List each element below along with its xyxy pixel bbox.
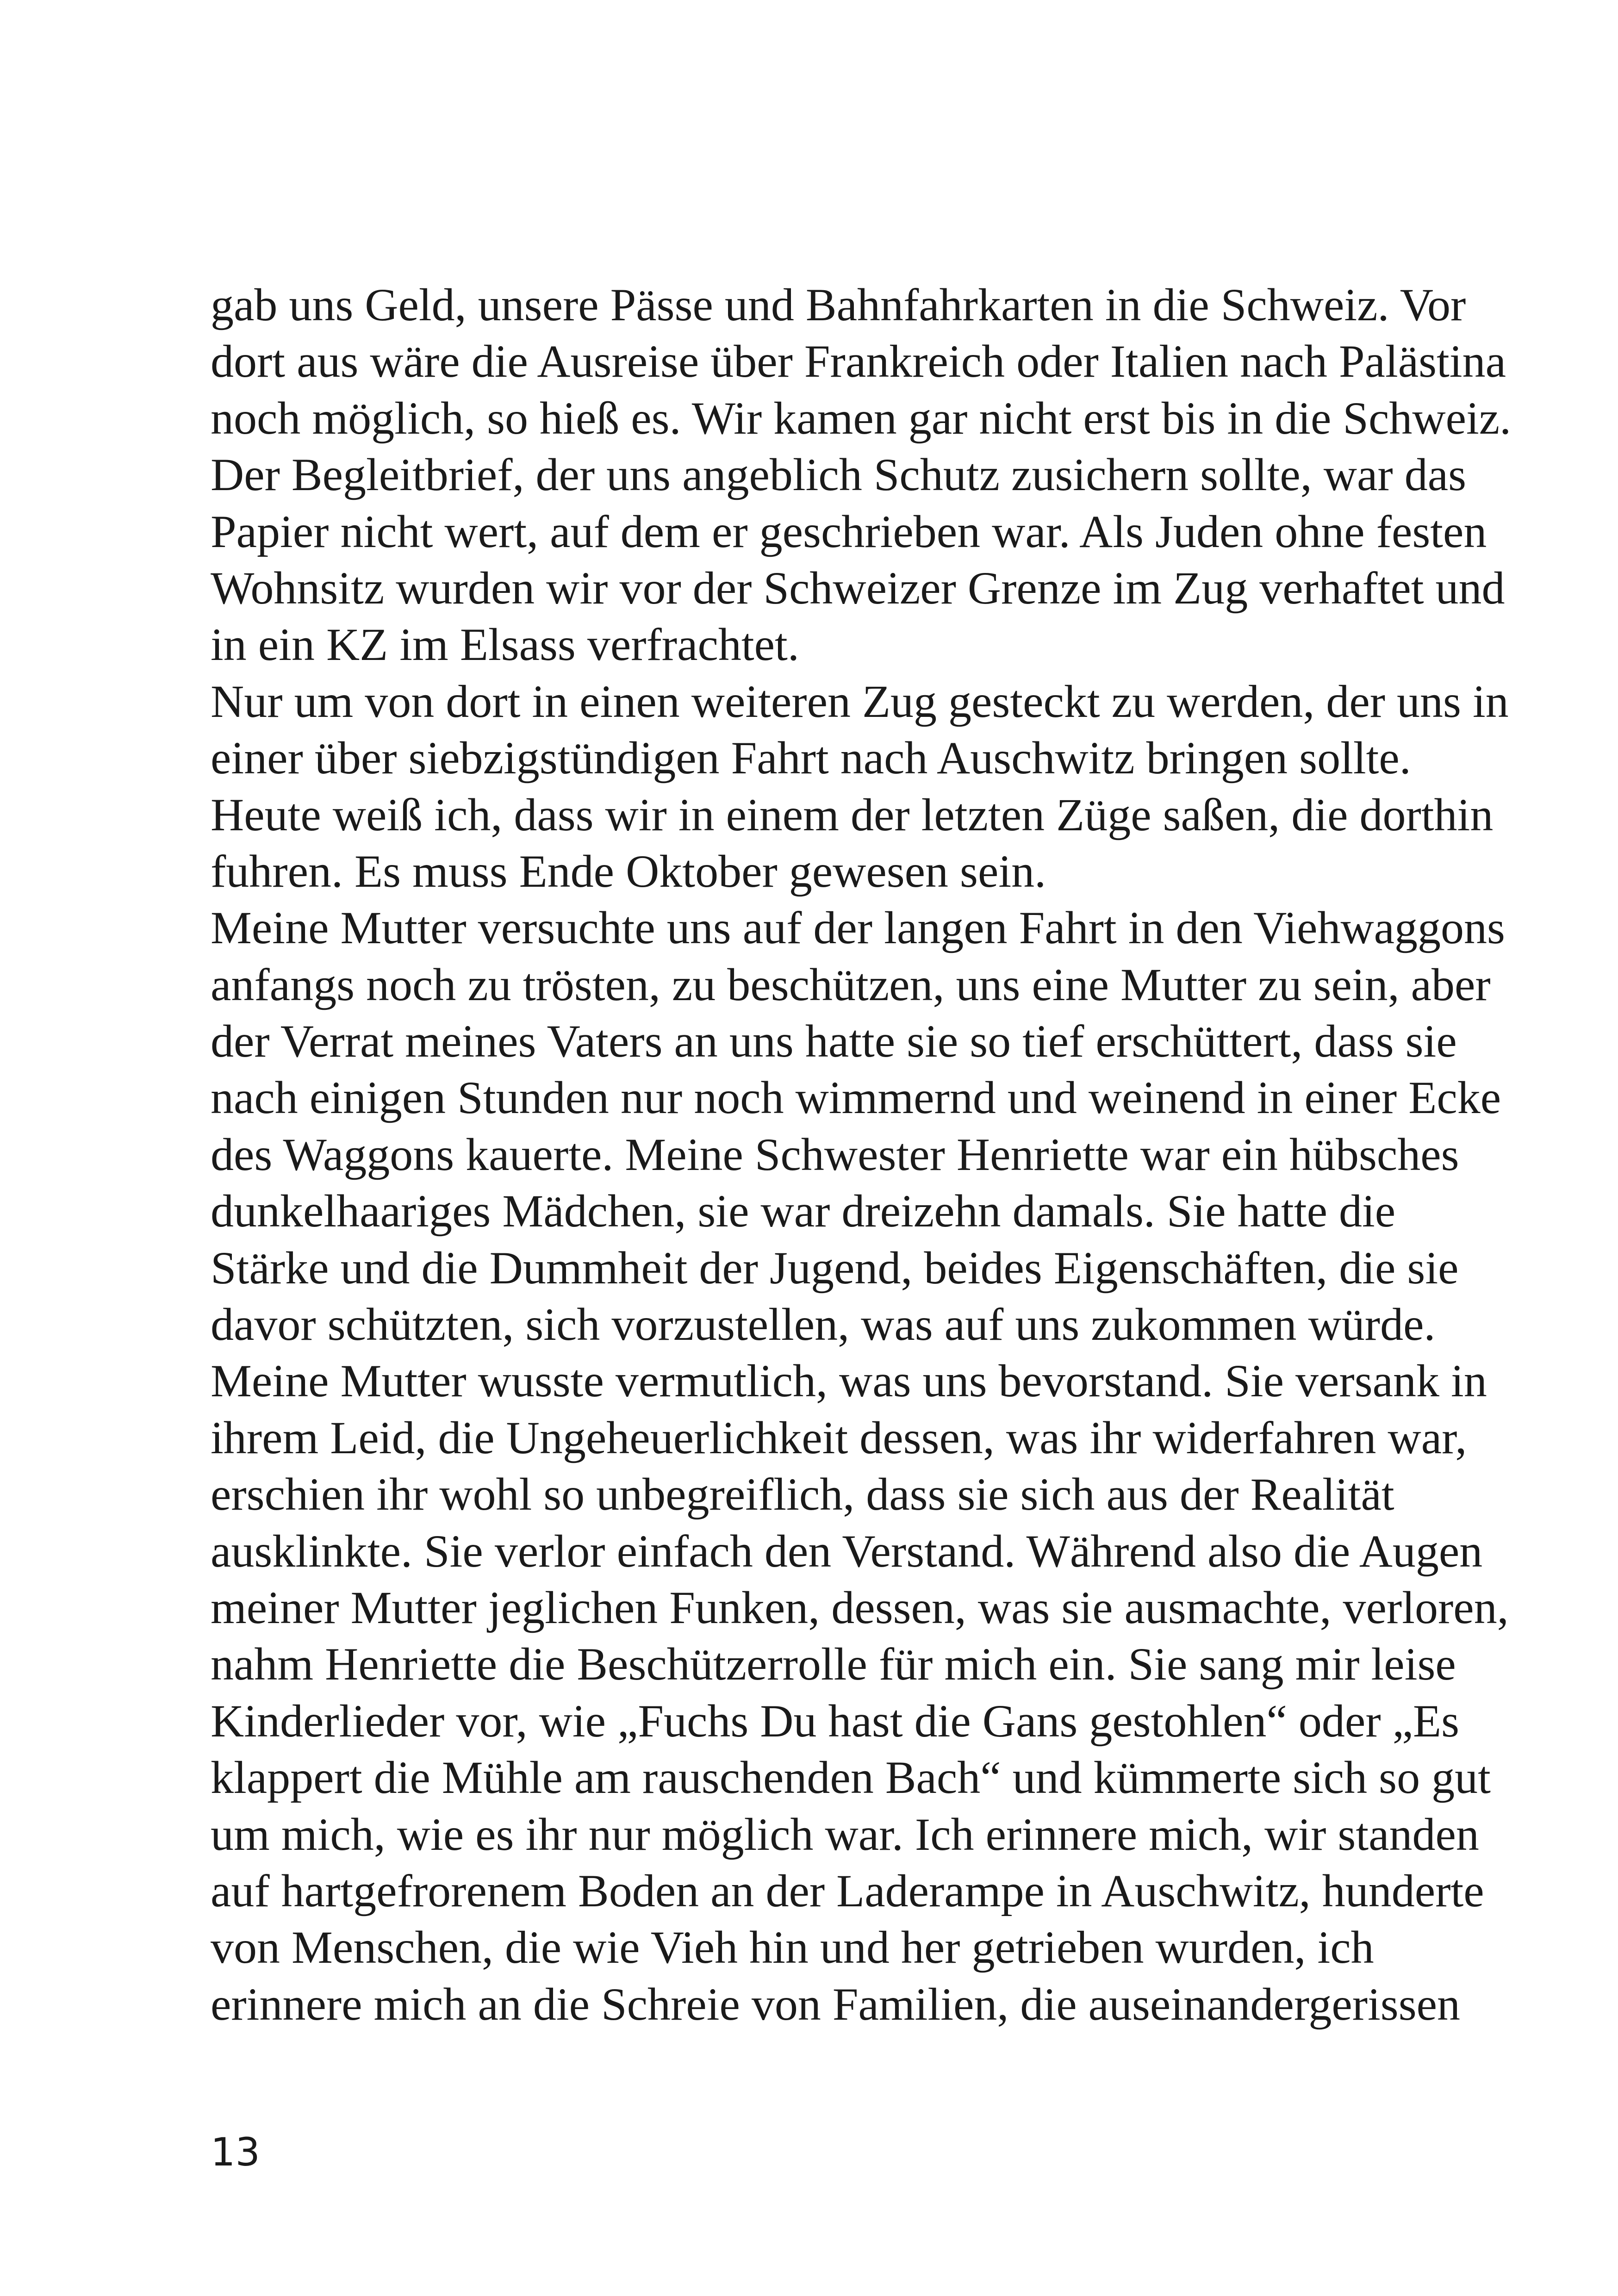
text-line: erinnere mich an die Schreie von Familien, die auseinandergerissen bbox=[211, 1978, 1460, 2030]
text-line: noch möglich, so hieß es. Wir kamen gar nicht erst bis in die Schweiz. bbox=[211, 392, 1512, 444]
text-line: fuhren. Es muss Ende Oktober gewesen sein. bbox=[211, 845, 1046, 897]
text-line: ausklinkte. Sie verlor einfach den Verstand. Während also die Augen bbox=[211, 1525, 1483, 1577]
text-line: Kinderlieder vor, wie „Fuchs Du hast die Gans gestohlen“ oder „Es bbox=[211, 1695, 1459, 1747]
text-line: ihrem Leid, die Ungeheuerlichkeit dessen, was ihr widerfahren war, bbox=[211, 1412, 1467, 1463]
text-line: Der Begleitbrief, der uns angeblich Schutz zusichern sollte, war das bbox=[211, 449, 1466, 501]
body-text bbox=[211, 277, 1512, 2033]
text-line: Papier nicht wert, auf dem er geschrieben war. Als Juden ohne festen bbox=[211, 505, 1487, 557]
text-line: Stärke und die Dummheit der Jugend, beides Eigenschäften, die sie bbox=[211, 1242, 1459, 1294]
text-line: dort aus wäre die Ausreise über Frankreich oder Italien nach Palästina bbox=[211, 336, 1506, 387]
text-line: in ein KZ im Elsass verfrachtet. bbox=[211, 619, 799, 671]
text-line: um mich, wie es ihr nur möglich war. Ich erinnere mich, wir standen bbox=[211, 1808, 1479, 1860]
text-line: klappert die Mühle am rauschenden Bach“ und kümmerte sich so gut bbox=[211, 1752, 1491, 1804]
text-line: Heute weiß ich, dass wir in einem der letzten Züge saßen, die dorthin bbox=[211, 789, 1494, 840]
text-line: meiner Mutter jeglichen Funken, dessen, was sie ausmachte, verloren, bbox=[211, 1581, 1509, 1633]
text-line: einer über siebzigstündigen Fahrt nach Auschwitz bringen sollte. bbox=[211, 732, 1411, 784]
text-line: gab uns Geld, unsere Pässe und Bahnfahrkarten in die Schweiz. Vor bbox=[211, 279, 1466, 330]
text-line: erschien ihr wohl so unbegreiflich, dass sie sich aus der Realität bbox=[211, 1468, 1394, 1520]
text-line: dunkelhaariges Mädchen, sie war dreizehn damals. Sie hatte die bbox=[211, 1185, 1396, 1237]
page-number: 13 bbox=[211, 2129, 260, 2175]
text-line: davor schützten, sich vorzustellen, was auf uns zukommen würde. bbox=[211, 1299, 1436, 1350]
text-line: der Verrat meines Vaters an uns hatte sie so tief erschüttert, dass sie bbox=[211, 1015, 1457, 1067]
text-line: Nur um von dort in einen weiteren Zug gesteckt zu werden, der uns in bbox=[211, 675, 1509, 727]
text-line: von Menschen, die wie Vieh hin und her getrieben wurden, ich bbox=[211, 1922, 1374, 1973]
text-line: nahm Henriette die Beschützerrolle für mich ein. Sie sang mir leise bbox=[211, 1638, 1456, 1690]
text-line: Meine Mutter versuchte uns auf der langen Fahrt in den Viehwaggons bbox=[211, 902, 1505, 954]
text-line: des Waggons kauerte. Meine Schwester Henriette war ein hübsches bbox=[211, 1128, 1459, 1180]
text-line: anfangs noch zu trösten, zu beschützen, uns eine Mutter zu sein, aber bbox=[211, 958, 1491, 1010]
text-line: Meine Mutter wusste vermutlich, was uns bevorstand. Sie versank in bbox=[211, 1355, 1487, 1407]
text-line: nach einigen Stunden nur noch wimmernd und weinend in einer Ecke bbox=[211, 1072, 1501, 1124]
text-line: Wohnsitz wurden wir vor der Schweizer Grenze im Zug verhaftet und bbox=[211, 562, 1505, 614]
text-line: auf hartgefrorenem Boden an der Laderampe in Auschwitz, hunderte bbox=[211, 1865, 1484, 1916]
